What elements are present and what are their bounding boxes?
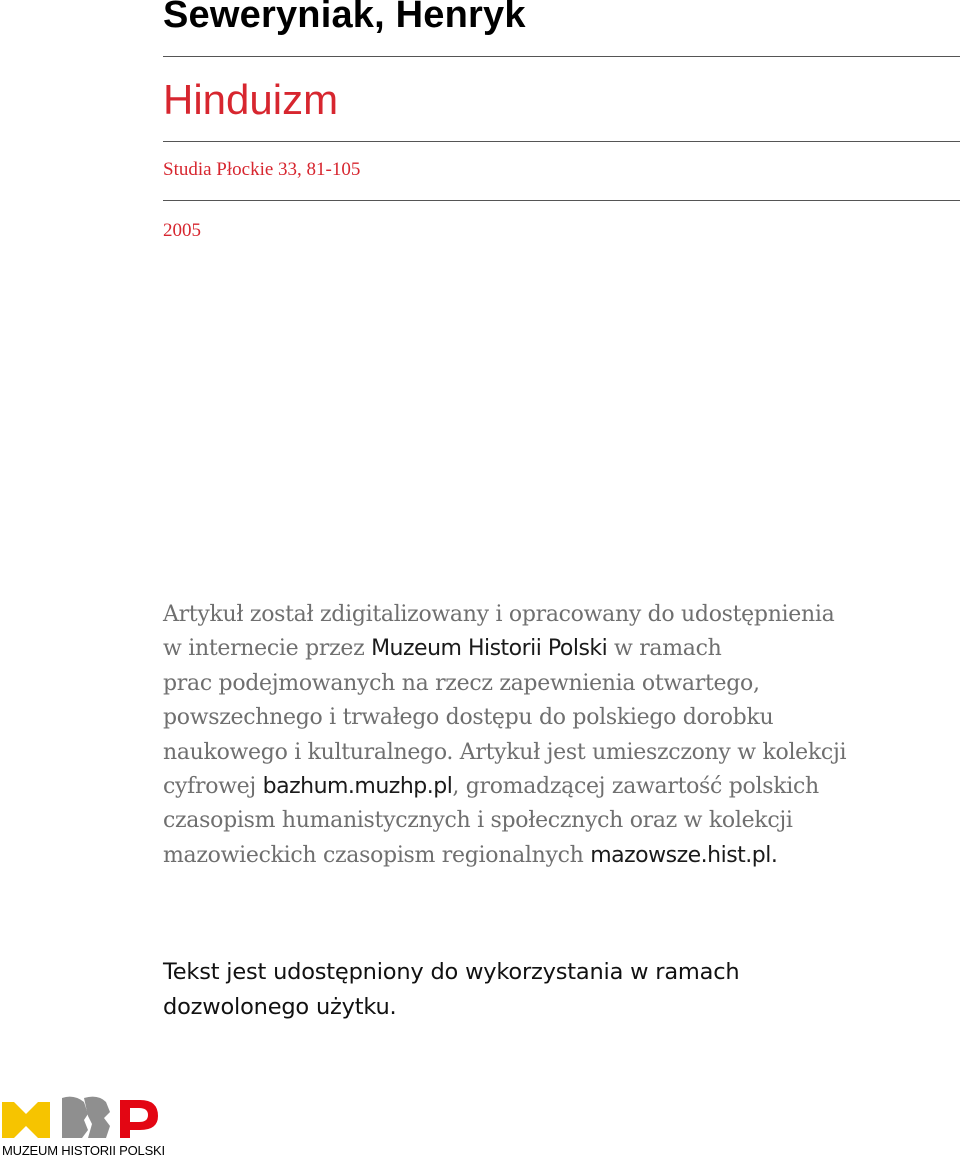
document-title: Hinduizm bbox=[163, 76, 339, 123]
license-notice bbox=[163, 955, 953, 1025]
notice-line: naukowego i kulturalnego. Artykuł jest umieszczony w kolekcji bbox=[163, 739, 847, 765]
notice-line: czasopism humanistycznych i społecznych oraz w kolekcji bbox=[163, 808, 793, 834]
header-rule-top bbox=[163, 56, 960, 57]
logo-letter-p bbox=[120, 1100, 158, 1138]
bazhum-link[interactable]: bazhum.muzhp.pl bbox=[262, 774, 453, 800]
museum-name: Muzeum Historii Polski bbox=[371, 636, 608, 662]
license-line: dozwolonego użytku. bbox=[163, 994, 397, 1020]
header-rule-bottom bbox=[163, 200, 960, 201]
notice-line bbox=[163, 632, 953, 666]
logo-caption: MUZEUM HISTORII POLSKI bbox=[2, 1143, 165, 1158]
notice-text: mazowieckich czasopism regionalnych bbox=[163, 842, 591, 868]
notice-line bbox=[163, 770, 953, 804]
logo-profile-shape bbox=[84, 1097, 110, 1138]
author-name: Seweryniak, Henryk bbox=[163, 0, 526, 36]
notice-line: powszechnego i trwałego dostępu do polskiego dorobku bbox=[163, 705, 774, 731]
license-line: Tekst jest udostępniony do wykorzystania w ramach bbox=[163, 959, 740, 985]
notice-line: Artykuł został zdigitalizowany i opracowany do udostępnienia bbox=[163, 602, 835, 627]
notice-text: , gromadzącej zawartość polskich bbox=[452, 774, 819, 800]
notice-text: w ramach bbox=[607, 636, 722, 662]
header-rule-middle bbox=[163, 141, 960, 142]
source-citation: Studia Płockie 33, 81-105 bbox=[163, 159, 361, 180]
mazowsze-link[interactable]: mazowsze.hist.pl. bbox=[590, 842, 778, 868]
publication-year: 2005 bbox=[163, 220, 201, 241]
notice-text: cyfrowej bbox=[163, 774, 263, 800]
digitization-notice bbox=[163, 598, 953, 873]
logo-profile-shape bbox=[62, 1097, 88, 1138]
notice-line bbox=[163, 839, 953, 873]
notice-line: prac podejmowanych na rzecz zapewnienia otwartego, bbox=[163, 670, 760, 696]
notice-text: w internecie przez bbox=[163, 636, 372, 662]
